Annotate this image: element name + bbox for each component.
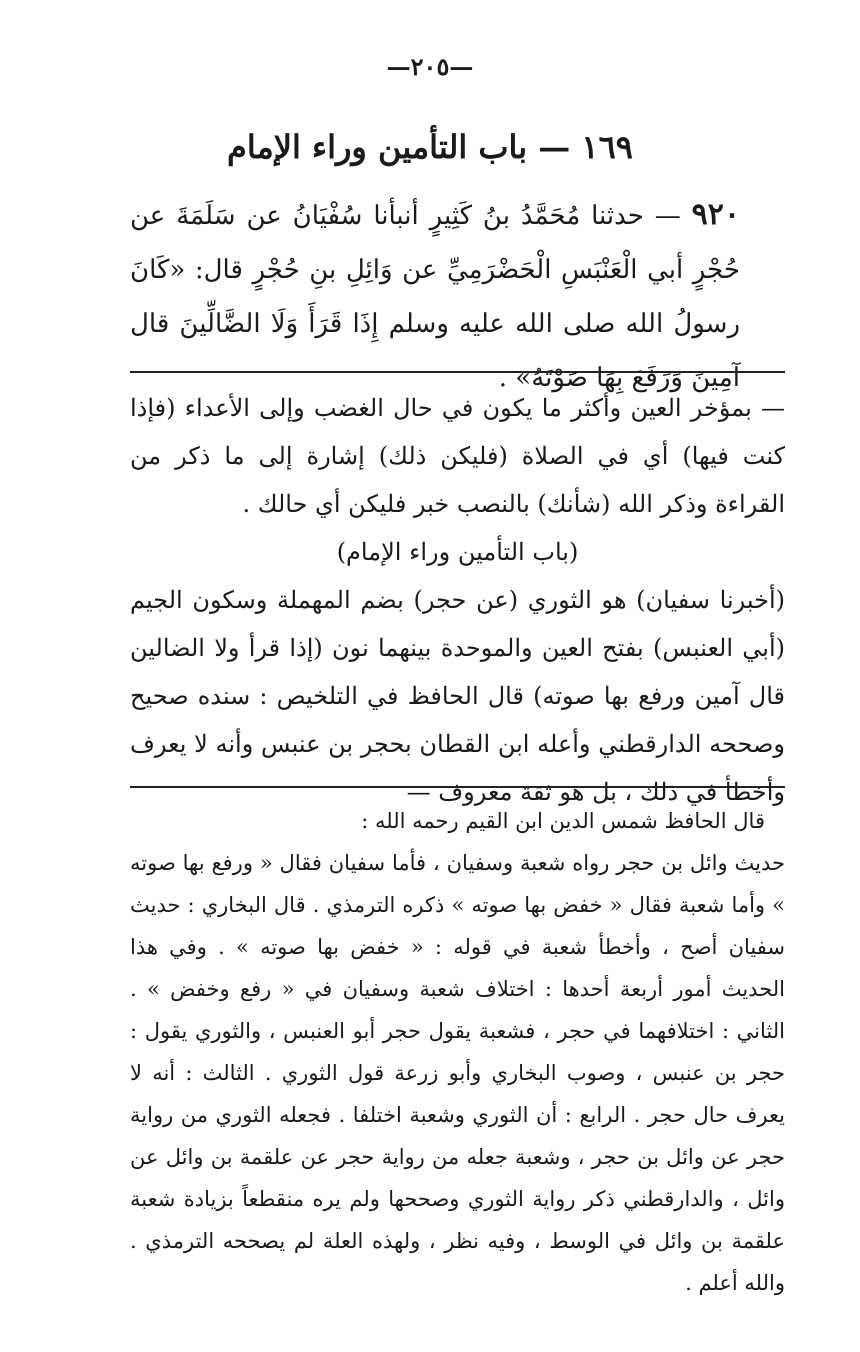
section-divider bbox=[130, 371, 785, 373]
commentary-paragraph: — بمؤخر العين وأكثر ما يكون في حال الغضب وإلى الأعداء (فإذا كنت فيها) أي في الصلاة (فليكن ذلك) إشارة إلى ما ذكر من القراءة وذكر الله (شأنك) بالنصب خبر فليكن أي حالك . bbox=[130, 394, 785, 518]
page-number: —٢٠٥— bbox=[386, 52, 474, 81]
hadith-number: ٩٢٠ bbox=[691, 197, 740, 232]
footnote-block bbox=[130, 800, 785, 1304]
hadith-text: — حدثنا مُحَمَّدُ بنُ كَثِيرٍ أنبأنا سُفْيَانُ عن سَلَمَةَ عن حُجْرٍ أبي الْعَنْبَسِ الْحَضْرَمِيِّ عن وَائِلِ بنِ حُجْرٍ قال: «كَانَ رسولُ الله صلى الله عليه وسلم إِذَا قَرَأَ وَلَا الضَّالِّينَ قال آمِينَ وَرَفَعَ بِهَا صَوْتَهُ» . bbox=[130, 201, 740, 393]
footnote-text: حديث وائل بن حجر رواه شعبة وسفيان ، فأما سفيان فقال « ورفع بها صوته » وأما شعبة فقال « خفض بها صوته » ذكره الترمذي . قال البخاري : حديث سفيان أصح ، وأخطأ شعبة في قوله : « خفض بها صوته » . وفي هذا الحديث أمور أربعة أحدها : اختلاف شعبة وسفيان في « رفع وخفض » . الثاني : اختلافهما في حجر ، فشعبة يقول حجر أبو العنبس ، والثوري يقول : حجر بن عنبس ، وصوب البخاري وأبو زرعة قول الثوري . الثالث : أنه لا يعرف حال حجر . الرابع : أن الثوري وشعبة اختلفا . فجعله الثوري من رواية حجر عن وائل بن حجر ، وشعبة جعله من رواية حجر عن علقمة بن وائل عن وائل ، والدارقطني ذكر رواية الثوري وصححها ولم يره منقطعاً بزيادة شعبة علقمة بن وائل في الوسط ، وفيه نظر ، ولهذه العلة لم يصححه الترمذي . والله أعلم . bbox=[130, 851, 785, 1295]
footnote-divider bbox=[130, 786, 785, 788]
commentary-block bbox=[130, 384, 785, 816]
commentary-heading: (باب التأمين وراء الإمام) bbox=[336, 538, 579, 566]
commentary-paragraph: (أخبرنا سفيان) هو الثوري (عن حجر) بضم المهملة وسكون الجيم (أبي العنبس) بفتح العين والموحدة بينهما نون (إذا قرأ ولا الضالين قال آمين ورفع بها صوته) قال الحافظ في التلخيص : سنده صحيح وصححه الدارقطني وأعله ابن القطان بحجر بن عنبس وأنه لا يعرف وأخطأ في ذلك ، بل هو ثقة معروف — bbox=[130, 586, 785, 806]
footnote-intro: قال الحافظ شمس الدين ابن القيم رحمه الله : bbox=[361, 809, 765, 833]
chapter-title: ١٦٩ — باب التأمين وراء الإمام bbox=[227, 128, 633, 166]
